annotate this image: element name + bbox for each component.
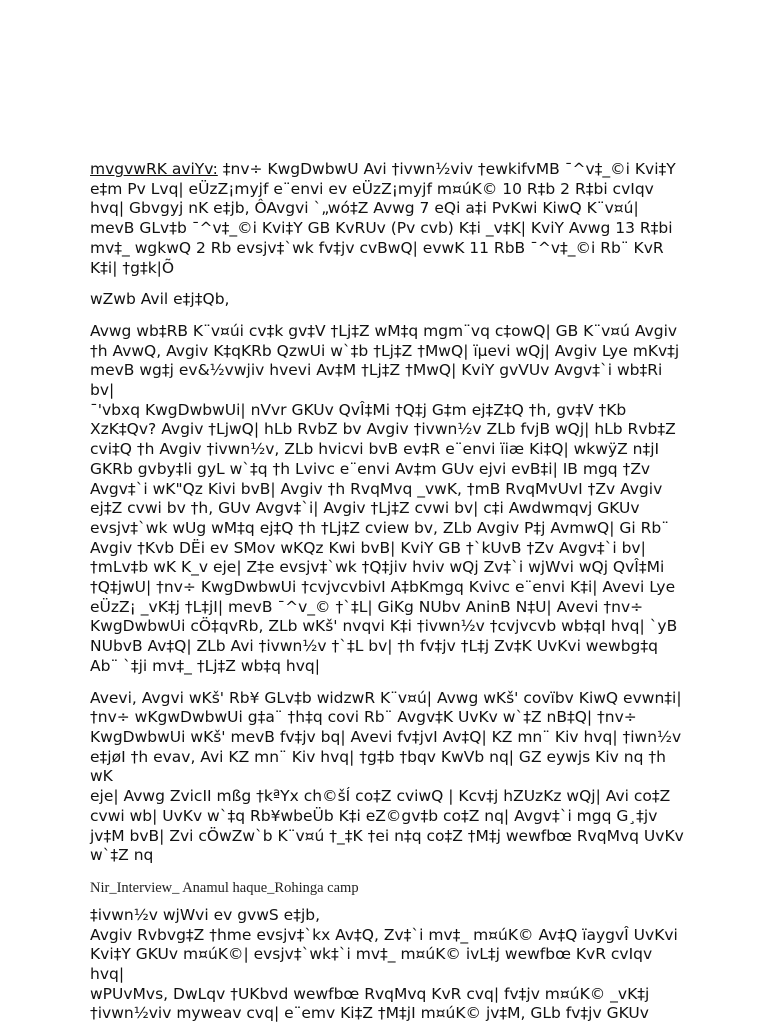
paragraph-summary (90, 160, 690, 278)
summary-text: ‡nv÷ KwgDwbwU Avi †ivwn½viv †ewkifvMB ¯^v‡_©i Kvi‡Y e‡m Pv Lvq| eÜzZ¡myjf e¨envi ev eÜzZ¡myjf m¤úK© 10 R‡b 2 R‡bi cvIqv hvq| Gbvgyj nK e‡jb, ÔAvgvi `„wó‡Z Avwg 7 eQi a‡i PvKwi KiwQ K¨v¤ú| mevB GLv‡b ¯^v‡_©i Kvi‡Y GB KvRUv (Pv cvb) K‡i _v‡K| KviY Avwg 13 R‡bi mv‡_ wgkwQ 2 Rb evsjv‡`wk fv‡jv cvBwQ| evwK 11 RbB ¯^v‡_©i Rb¨ KvR K‡i| †g‡k|Õ (90, 160, 676, 277)
interview-heading: Nir_Interview_ Anamul haque_Rohinga camp (90, 879, 359, 896)
paragraph-field-story: Avwg wb‡RB K¨v¤úi cv‡k gv‡V †Lj‡Z wM‡q mgm¨vq c‡owQ| GB K¨v¤ú Avgiv †h AvwQ, Avgiv K‡qKRb QzwUi w`‡b †Lj‡Z †MwQ| ïµevi wQj| Avgiv Lye mKv‡j mevB wg‡j ev&½vwjiv hvevi Av‡M †Lj‡Z †MwQ| KviY gvVUv Avgv‡`i wb‡Ri bv| ¯'vbxq KwgDwbwUi| nVvr GKUv QvÎ‡Mi †Q‡j G‡m ej‡Z‡Q †h, gv‡V †Kb XzK‡Qv? Avgiv †LjwQ| hLb RvbZ bv Avgiv †ivwn½v ZLb fvjB wQj| hLb Rvb‡Z cvi‡Q †h Avgiv †ivwn½v, ZLb hvicvi bvB ev‡R e¨envi ïiæ Ki‡Q| wkwÿZ n‡jI GKRb gvby‡li gyL w`‡q †h Lvivc e¨envi Av‡m GUv ejvi evB‡i| IB mgq †Zv Avgv‡`i wK"Qz Kivi bvB| Avgiv †h RvqMvq _vwK, †mB RvqMvUvI †Zv Avgiv ej‡Z cvwi bv †h, GUv Avgv‡`i| Avgiv †Lj‡Z cvwi bv| c‡i Awdwmqvj GKUv evsjv‡`wk wUg wM‡q ej‡Q †h †Lj‡Z cview bv, ZLb Avgiv P‡j AvmwQ| Gi Rb¨ Avgiv †Kvb DËi ev SMov wKQz Kwi bvB| KviY GB †`kUvB †Zv Avgv‡`i bv| †mLv‡b wK K_v eje| Z‡e evsjv‡`wk †Q‡jiv hviv wQj Zv‡`i wjWvi wQj QvÎ‡Mi †Q‡jwU| †nv÷ KwgDwbwUi †cvjvcvbivI A‡bKmgq Kvivc e¨envi K‡i| Avevi Lye eÜzZ¡ _vK‡j †L‡jI| mevB ¯^v_© †`‡L| GiKg NUbv AninB N‡U| Avevi †nv÷ KwgDwbwUi cÖ‡qvRb, ZLb wKš' nvqvi K‡i †ivwn½v †cvjvcvb wb‡qI hvq| `yB NUbvB Av‡Q| ZLb Avi †ivwn½v †`‡L bv| †h fv‡jv †L‡j Zv‡K UvKvi wewbg‡q Ab¨ `‡ji mv‡_ †Lj‡Z wb‡q hvq| (90, 321, 680, 675)
paragraph-intro-line: wZwb Avil e‡j‡Qb, (90, 290, 230, 309)
paragraph-education: Avevi, Avgvi wKš' Rb¥ GLv‡b widzwR K¨v¤ú| Avwg wKš' covïbv KiwQ evwn‡i| †nv÷ wKgwDwbwUi g‡a¨ †h‡q covi Rb¨ Avgv‡K UvKv w`‡Z nB‡Q| †nv÷ KwgDwbwUi wKš' mevB fv‡jv bq| Avevi fv‡jvI Av‡Q| KZ mn¨ Kiv hvq| †iwn½v e‡jøI †h evav, Avi KZ mn¨ Kiv hvq| †g‡b †bqv KwVb nq| GZ eywjs Kiv nq †h wK eje| Avwg ZvicII mßg †kªYx ch©šÍ co‡Z cviwQ | Kcv‡j hZUzKz wQj| Avi co‡Z cvwi wb| UvKv w`‡q Rb¥wbeÜb K‡i eZ©gv‡b co‡Z nq| Avgv‡`i mgq G¸‡jv jv‡M bvB| Zvi cÖwZw`b K¨v¤ú †_‡K †ei n‡q co‡Z †M‡j wewfbœ RvqMvq UvKv w`‡Z nq (90, 688, 684, 865)
summary-label: mvgvwRK aviYv: (90, 160, 218, 178)
document-page (90, 160, 690, 1024)
paragraph-leader-quote: ‡ivwn½v wjWvi ev gvwS e‡jb, Avgiv Rvbvg‡Z †hme evsjv‡`kx Av‡Q, Zv‡`i mv‡_ m¤úK© Av‡Q ïaygvÎ UvKvi Kvi‡Y GKUv m¤úK©| evsjv‡`wk‡`i mv‡_ m¤úK© ivL‡j wewfbœ KvR cvIqv hvq| wPUvMvs, DwLqv †UKbvd wewfbœ RvqMvq KvR cvq| fv‡jv m¤úK© _vK‡j †ivwn½viv myweav cvq| e¨emv Ki‡Z †M‡jI m¤úK© jv‡M, GLb fv‡jv GKUv (90, 905, 678, 1023)
